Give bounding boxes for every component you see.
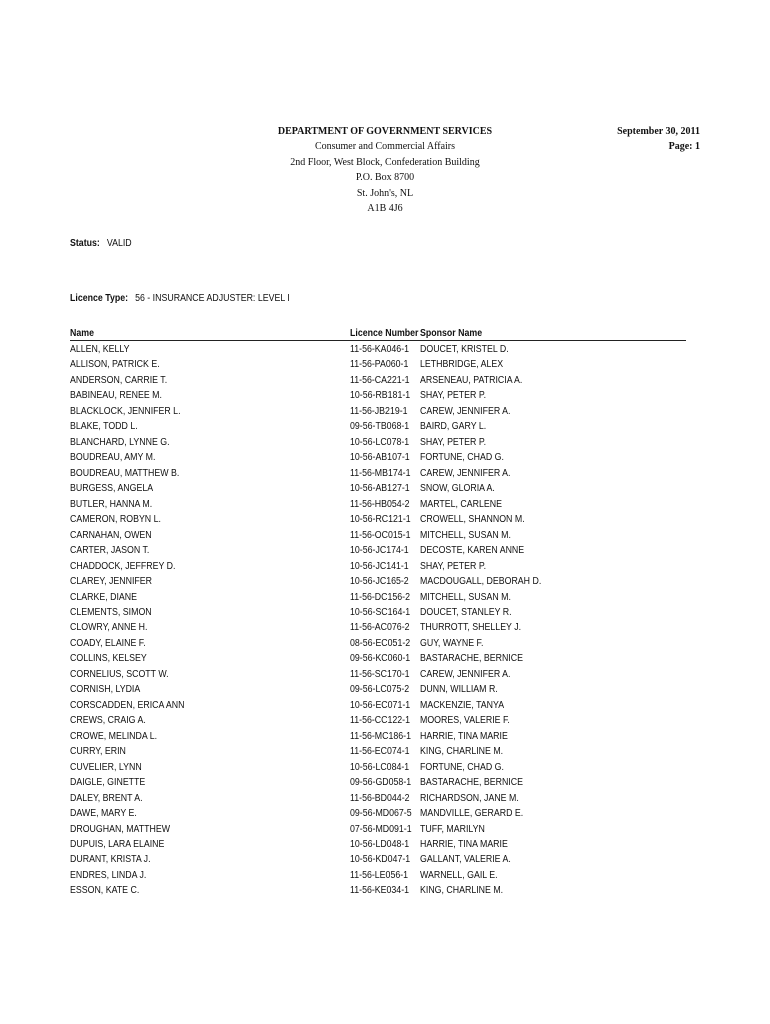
sponsor-name-cell: BAIRD, GARY L. xyxy=(420,421,487,433)
table-row xyxy=(70,435,686,450)
table-row xyxy=(70,868,686,883)
city: St. John's, NL xyxy=(356,187,414,199)
table-row xyxy=(70,342,686,357)
sponsor-name-cell: HARRIE, TINA MARIE xyxy=(420,839,508,850)
licence-number-cell: 11-56-EC074-1 xyxy=(350,746,410,758)
column-header-name: Name xyxy=(70,328,94,339)
name-cell: CUVELIER, LYNN xyxy=(70,761,142,773)
sponsor-name-cell: DOUCET, STANLEY R. xyxy=(420,606,512,618)
sponsor-name-cell: RICHARDSON, JANE M. xyxy=(420,792,519,804)
licence-number-cell: 08-56-EC051-2 xyxy=(350,637,411,649)
name-cell: CARNAHAN, OWEN xyxy=(70,529,152,541)
licence-number-cell: 10-56-LC078-1 xyxy=(350,436,410,448)
licence-number-cell: 09-56-TB068-1 xyxy=(350,421,410,433)
column-header-licence-number: Licence Number xyxy=(350,328,419,339)
name-cell: BLANCHARD, LYNNE G. xyxy=(70,436,170,448)
sponsor-name-cell: MITCHELL, SUSAN M. xyxy=(420,529,511,541)
name-cell: ESSON, KATE C. xyxy=(70,885,140,897)
table-row xyxy=(70,605,686,620)
table-row xyxy=(70,713,686,728)
sponsor-name-cell: DUNN, WILLIAM R. xyxy=(420,684,498,696)
name-cell: ENDRES, LINDA J. xyxy=(70,869,147,881)
licence-number-cell: 11-56-MC186-1 xyxy=(350,730,411,742)
licence-number-cell: 11-56-KE034-1 xyxy=(350,885,410,897)
name-cell: ALLISON, PATRICK E. xyxy=(70,359,160,371)
sponsor-name-cell: HARRIE, TINA MARIE xyxy=(420,730,508,742)
table-row xyxy=(70,559,686,574)
licence-number-cell: 11-56-KA046-1 xyxy=(350,344,410,355)
table-row xyxy=(70,543,686,558)
licence-number-cell: 10-56-JC174-1 xyxy=(350,545,409,557)
licence-type-value: 56 - INSURANCE ADJUSTER: LEVEL I xyxy=(135,293,290,304)
name-cell: BOUDREAU, AMY M. xyxy=(70,452,156,464)
table-header xyxy=(70,327,686,341)
sponsor-name-cell: BASTARACHE, BERNICE xyxy=(420,653,524,665)
sponsor-name-cell: CROWELL, SHANNON M. xyxy=(420,514,525,526)
licence-number-cell: 11-56-BD044-2 xyxy=(350,792,410,804)
name-cell: CREWS, CRAIG A. xyxy=(70,715,146,727)
name-cell: CURRY, ERIN xyxy=(70,746,126,758)
licence-number-cell: 11-56-MB174-1 xyxy=(350,467,411,479)
sponsor-name-cell: WARNELL, GAIL E. xyxy=(420,869,498,881)
name-cell: CLARKE, DIANE xyxy=(70,591,138,603)
name-cell: CROWE, MELINDA L. xyxy=(70,730,158,742)
licence-type-line xyxy=(70,293,290,305)
sponsor-name-cell: FORTUNE, CHAD G. xyxy=(420,452,504,464)
licence-number-cell: 11-56-CA221-1 xyxy=(350,374,410,386)
sponsor-name-cell: CAREW, JENNIFER A. xyxy=(420,405,511,417)
table-row xyxy=(70,852,686,867)
sponsor-name-cell: LETHBRIDGE, ALEX xyxy=(420,359,504,371)
licence-number-cell: 11-56-CC122-1 xyxy=(350,715,411,727)
address-line: 2nd Floor, West Block, Confederation Building xyxy=(290,156,480,168)
name-cell: CORSCADDEN, ERICA ANN xyxy=(70,699,185,711)
licence-number-cell: 09-56-KC060-1 xyxy=(350,653,411,665)
licence-number-cell: 09-56-GD058-1 xyxy=(350,777,412,789)
name-cell: DROUGHAN, MATTHEW xyxy=(70,823,171,835)
name-cell: CORNELIUS, SCOTT W. xyxy=(70,668,169,680)
sponsor-name-cell: CAREW, JENNIFER A. xyxy=(420,467,511,479)
organization-header xyxy=(235,124,535,216)
table-row xyxy=(70,419,686,434)
name-cell: COLLINS, KELSEY xyxy=(70,653,147,665)
postal-code: A1B 4J6 xyxy=(367,203,403,215)
licence-number-cell: 10-56-RC121-1 xyxy=(350,514,411,526)
licence-number-cell: 11-56-AC076-2 xyxy=(350,622,410,634)
table-row xyxy=(70,682,686,697)
name-cell: DALEY, BRENT A. xyxy=(70,792,143,804)
sponsor-name-cell: SNOW, GLORIA A. xyxy=(420,483,495,495)
licence-number-cell: 11-56-HB054-2 xyxy=(350,498,410,510)
table-row xyxy=(70,574,686,589)
sponsor-name-cell: SHAY, PETER P. xyxy=(420,560,487,572)
licence-number-cell: 10-56-LD048-1 xyxy=(350,839,410,850)
sponsor-name-cell: KING, CHARLINE M. xyxy=(420,746,504,758)
sponsor-name-cell: KING, CHARLINE M. xyxy=(420,885,504,897)
table-row xyxy=(70,620,686,635)
licence-number-cell: 11-56-DC156-2 xyxy=(350,591,411,603)
name-cell: CLAREY, JENNIFER xyxy=(70,576,153,588)
table-row xyxy=(70,497,686,512)
name-cell: BUTLER, HANNA M. xyxy=(70,498,153,510)
table-row xyxy=(70,837,686,852)
sponsor-name-cell: MACKENZIE, TANYA xyxy=(420,699,505,711)
sponsor-name-cell: SHAY, PETER P. xyxy=(420,436,487,448)
name-cell: CHADDOCK, JEFFREY D. xyxy=(70,560,176,572)
page-number: Page: 1 xyxy=(668,141,700,153)
sponsor-name-cell: BASTARACHE, BERNICE xyxy=(420,777,524,789)
licence-number-cell: 10-56-KD047-1 xyxy=(350,854,411,866)
name-cell: DUPUIS, LARA ELAINE xyxy=(70,839,165,850)
sponsor-name-cell: GALLANT, VALERIE A. xyxy=(420,854,511,866)
licence-number-cell: 11-56-JB219-1 xyxy=(350,405,408,417)
name-cell: COADY, ELAINE F. xyxy=(70,637,146,649)
licence-type-label: Licence Type: xyxy=(70,293,129,304)
table-row xyxy=(70,822,686,837)
report-info xyxy=(617,124,700,155)
status-label: Status: xyxy=(70,238,100,249)
sponsor-name-cell: MOORES, VALERIE F. xyxy=(420,715,510,727)
table-row xyxy=(70,883,686,898)
table-row xyxy=(70,357,686,372)
name-cell: CLEMENTS, SIMON xyxy=(70,606,152,618)
table-row xyxy=(70,775,686,790)
sponsor-name-cell: DOUCET, KRISTEL D. xyxy=(420,344,509,355)
name-cell: DAIGLE, GINETTE xyxy=(70,777,146,789)
table-row xyxy=(70,373,686,388)
status-line xyxy=(70,238,132,250)
sponsor-name-cell: FORTUNE, CHAD G. xyxy=(420,761,504,773)
licence-number-cell: 07-56-MD091-1 xyxy=(350,823,412,835)
table-row xyxy=(70,404,686,419)
name-cell: BABINEAU, RENEE M. xyxy=(70,390,162,402)
licence-table xyxy=(70,342,686,899)
licence-number-cell: 10-56-RB181-1 xyxy=(350,390,411,402)
column-header-sponsor-name: Sponsor Name xyxy=(420,328,483,339)
sponsor-name-cell: DECOSTE, KAREN ANNE xyxy=(420,545,525,557)
table-row xyxy=(70,760,686,775)
table-row xyxy=(70,667,686,682)
table-row xyxy=(70,590,686,605)
sponsor-name-cell: MARTEL, CARLENE xyxy=(420,498,503,510)
po-box: P.O. Box 8700 xyxy=(355,172,415,184)
department-name: DEPARTMENT OF GOVERNMENT SERVICES xyxy=(277,126,493,137)
licence-number-cell: 10-56-SC164-1 xyxy=(350,606,411,618)
sponsor-name-cell: MACDOUGALL, DEBORAH D. xyxy=(420,576,542,588)
licence-number-cell: 09-56-LC075-2 xyxy=(350,684,410,696)
licence-number-cell: 11-56-LE056-1 xyxy=(350,869,409,881)
table-row xyxy=(70,744,686,759)
name-cell: CORNISH, LYDIA xyxy=(70,684,141,696)
licence-number-cell: 10-56-JC141-1 xyxy=(350,560,409,572)
licence-number-cell: 09-56-MD067-5 xyxy=(350,808,412,820)
name-cell: BOUDREAU, MATTHEW B. xyxy=(70,467,180,479)
table-row xyxy=(70,636,686,651)
name-cell: BLACKLOCK, JENNIFER L. xyxy=(70,405,181,417)
status-value: VALID xyxy=(106,238,132,249)
table-row xyxy=(70,698,686,713)
licence-number-cell: 10-56-AB107-1 xyxy=(350,452,410,464)
licence-number-cell: 10-56-AB127-1 xyxy=(350,483,410,495)
sponsor-name-cell: SHAY, PETER P. xyxy=(420,390,487,402)
sponsor-name-cell: GUY, WAYNE F. xyxy=(420,637,484,649)
table-row xyxy=(70,528,686,543)
licence-number-cell: 10-56-LC084-1 xyxy=(350,761,410,773)
table-row xyxy=(70,466,686,481)
name-cell: ANDERSON, CARRIE T. xyxy=(70,374,168,386)
name-cell: BLAKE, TODD L. xyxy=(70,421,138,433)
table-row xyxy=(70,481,686,496)
licence-number-cell: 10-56-JC165-2 xyxy=(350,576,409,588)
report-date: September 30, 2011 xyxy=(617,126,700,137)
name-cell: CLOWRY, ANNE H. xyxy=(70,622,148,634)
name-cell: CARTER, JASON T. xyxy=(70,545,150,557)
sponsor-name-cell: ARSENEAU, PATRICIA A. xyxy=(420,374,523,386)
sponsor-name-cell: CAREW, JENNIFER A. xyxy=(420,668,511,680)
licence-number-cell: 11-56-SC170-1 xyxy=(350,668,410,680)
sponsor-name-cell: THURROTT, SHELLEY J. xyxy=(420,622,522,634)
licence-number-cell: 11-56-OC015-1 xyxy=(350,529,411,541)
name-cell: DAWE, MARY E. xyxy=(70,808,137,820)
table-row xyxy=(70,729,686,744)
sponsor-name-cell: MANDVILLE, GERARD E. xyxy=(420,808,524,820)
table-row xyxy=(70,450,686,465)
licence-number-cell: 10-56-EC071-1 xyxy=(350,699,411,711)
table-row xyxy=(70,651,686,666)
name-cell: ALLEN, KELLY xyxy=(70,344,130,355)
licence-number-cell: 11-56-PA060-1 xyxy=(350,359,409,371)
table-row xyxy=(70,512,686,527)
table-row xyxy=(70,791,686,806)
table-row xyxy=(70,806,686,821)
sponsor-name-cell: MITCHELL, SUSAN M. xyxy=(420,591,511,603)
name-cell: DURANT, KRISTA J. xyxy=(70,854,151,866)
sponsor-name-cell: TUFF, MARILYN xyxy=(420,823,485,835)
division-name: Consumer and Commercial Affairs xyxy=(314,141,456,153)
table-row xyxy=(70,388,686,403)
name-cell: CAMERON, ROBYN L. xyxy=(70,514,161,526)
name-cell: BURGESS, ANGELA xyxy=(70,483,154,495)
